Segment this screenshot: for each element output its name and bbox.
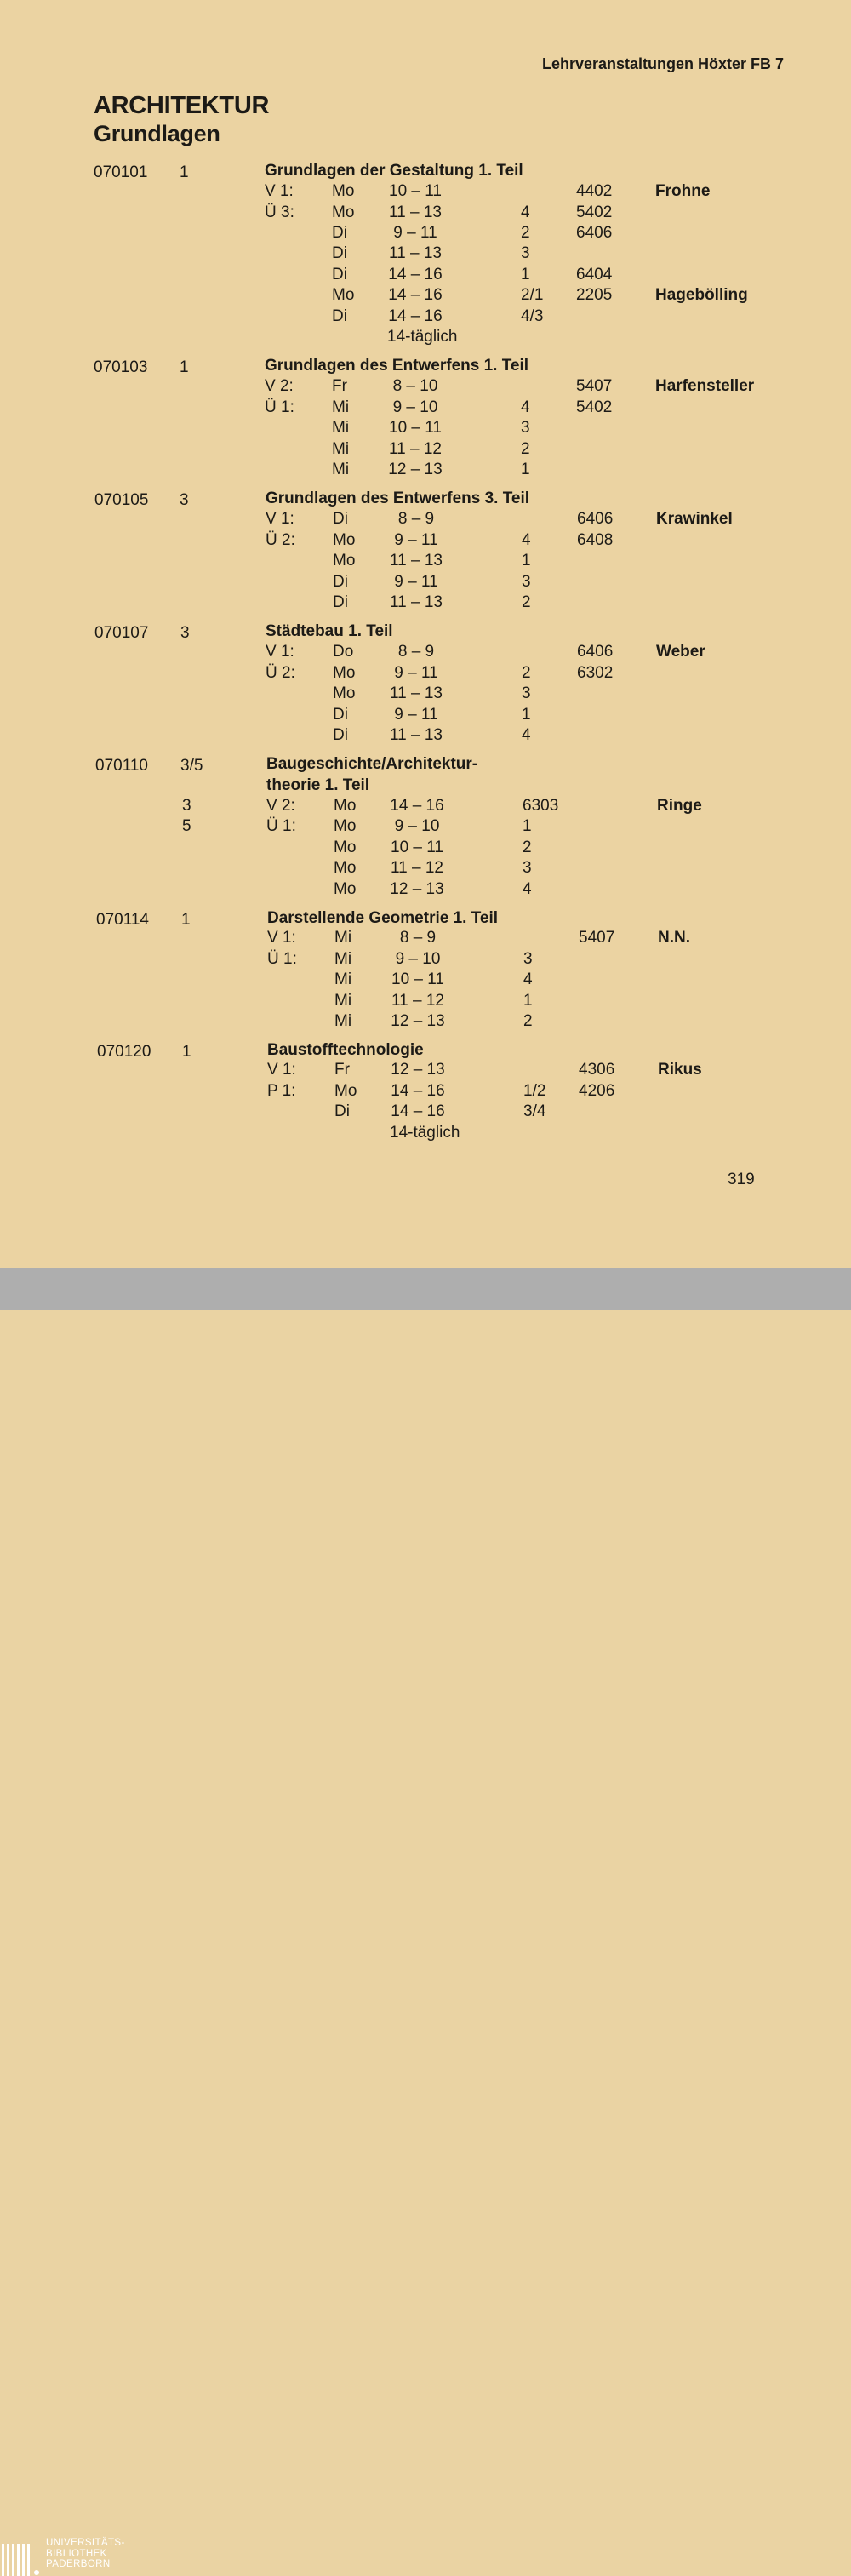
row-semester: 5 [182,817,191,835]
row-room: 4206 [579,1082,615,1100]
row-time: 9 – 10 [392,398,438,416]
row-group: 4 [521,398,530,416]
row-day: Di [332,244,347,262]
row-type: V 1: [267,1061,296,1079]
row-lecturer: Rikus [658,1061,702,1079]
row-lecturer: Krawinkel [656,510,733,528]
row-time: 8 – 9 [397,510,435,528]
row-group: 1 [521,266,530,283]
document-page [0,0,851,1268]
row-type: Ü 1: [267,950,297,968]
library-name [46,2538,125,2570]
row-group: 1 [523,992,533,1010]
row-day: Di [332,307,347,325]
page-number: 319 [728,1171,755,1188]
row-type: V 2: [266,797,295,815]
library-name-line: PADERBORN [46,2559,111,2569]
row-time: 11 – 13 [390,552,443,570]
row-day: Mo [332,203,355,221]
course-semester: 1 [180,358,189,376]
row-time: 8 – 10 [392,377,438,395]
course-number: 070101 [94,163,148,181]
row-day: Di [333,706,348,724]
row-day: Mi [332,440,350,458]
course-title: Grundlagen des Entwerfens 1. Teil [265,357,529,375]
row-room: 5402 [576,203,613,221]
course-title: Baustofftechnologie [267,1041,424,1059]
row-group: 1 [523,817,532,835]
course-semester: 3 [180,491,189,509]
row-time: 11 – 13 [389,203,442,221]
course-number: 070105 [94,491,149,509]
row-day: Mo [333,552,356,570]
course-title: Städtebau 1. Teil [266,622,393,640]
row-day: Di [333,593,348,611]
row-room: 4306 [579,1061,615,1079]
row-day: Mi [334,1012,352,1030]
row-time: 11 – 12 [391,992,444,1010]
row-group: 3/4 [523,1102,546,1120]
row-type: V 1: [265,182,294,200]
library-footer [0,1268,851,2569]
course-title: Grundlagen des Entwerfens 3. Teil [266,489,530,507]
row-time: 11 – 13 [390,684,443,702]
row-day: Mo [333,664,356,682]
row-type: Ü 1: [266,817,296,835]
row-time: 8 – 9 [397,643,435,661]
row-time: 12 – 13 [391,1012,445,1030]
row-type: V 1: [266,510,294,528]
course-semester: 1 [182,1043,191,1061]
row-room: 6406 [577,510,614,528]
row-type: Ü 2: [266,531,295,549]
row-group: 3 [522,684,531,702]
row-lecturer: Harfensteller [655,377,755,395]
course-title: Baugeschichte/Architektur- [266,755,478,773]
row-type: V 2: [265,377,294,395]
course-title: Grundlagen der Gestaltung 1. Teil [265,162,523,180]
row-day: Do [333,643,354,661]
row-group: 3 [521,419,530,437]
row-group: 2 [523,839,532,856]
row-day: Mo [334,859,357,877]
library-name-line: BIBLIOTHEK [46,2548,107,2559]
row-day: Mo [332,286,355,304]
row-day: Mi [332,461,350,478]
course-semester: 1 [181,911,191,929]
course-title: theorie 1. Teil [266,776,370,794]
course-number: 070103 [94,358,148,376]
row-group: 2 [522,593,531,611]
row-semester: 3 [182,797,191,815]
row-lecturer: Ringe [657,797,702,815]
row-group: 2 [521,440,530,458]
row-type: V 1: [267,929,296,947]
row-day: Di [333,726,348,744]
row-group: 4/3 [521,307,544,325]
row-type: Ü 2: [266,664,295,682]
library-logo-icon [2,2539,39,2576]
row-day: Mi [334,929,352,947]
row-type: P 1: [267,1082,296,1100]
row-time: 9 – 11 [394,531,438,549]
row-group: 1 [522,552,531,570]
course-number: 070114 [96,911,149,929]
row-lecturer: Hagebölling [655,286,748,304]
row-day: Di [332,224,347,242]
row-day: Mo [334,839,357,856]
row-group: 2 [522,664,531,682]
course-title: Darstellende Geometrie 1. Teil [267,909,499,927]
row-room: 4402 [576,182,613,200]
row-day: Di [332,266,347,283]
row-group: 1 [521,461,530,478]
row-group: 3 [521,244,530,262]
row-time: 9 – 11 [394,664,438,682]
row-group: 6303 [523,797,559,815]
row-day: Mo [333,531,356,549]
row-room: 2205 [576,286,613,304]
row-day: Fr [332,377,347,395]
row-room: 5407 [576,377,613,395]
row-time: 10 – 11 [389,419,442,437]
row-time: 14 – 16 [390,797,444,815]
row-time: 14 – 16 [391,1102,445,1120]
row-day: Mo [333,684,356,702]
row-day: Mo [332,182,355,200]
row-time: 11 – 13 [390,593,443,611]
row-group: 4 [521,203,530,221]
row-time: 12 – 13 [388,461,443,478]
row-type: Ü 1: [265,398,294,416]
row-group: 1 [522,706,531,724]
row-day: Mi [334,970,352,988]
row-lecturer: Frohne [655,182,711,200]
row-day: Mi [334,950,352,968]
note-text: 14-täglich [387,328,458,346]
row-group: 4 [523,970,533,988]
row-room: 5407 [579,929,615,947]
section-subtitle: Grundlagen [94,121,220,146]
row-day: Mi [332,398,350,416]
running-head: Lehrveranstaltungen Höxter FB 7 [542,55,785,72]
row-day: Mi [334,992,352,1010]
row-time: 8 – 9 [399,929,437,947]
row-time: 9 – 10 [394,817,440,835]
row-type: V 1: [266,643,294,661]
course-semester: 3 [180,624,190,642]
row-time: 9 – 11 [393,224,437,242]
row-time: 14 – 16 [388,286,443,304]
course-number: 070107 [94,624,149,642]
course-semester: 3/5 [180,757,203,775]
row-time: 10 – 11 [391,839,443,856]
row-lecturer: N.N. [658,929,690,947]
row-time: 11 – 13 [389,244,442,262]
row-time: 11 – 13 [390,726,443,744]
row-group: 2 [521,224,530,242]
course-semester: 1 [180,163,189,181]
row-group: 4 [522,531,531,549]
row-lecturer: Weber [656,643,705,661]
row-time: 14 – 16 [388,307,443,325]
row-time: 9 – 11 [394,573,438,591]
row-time: 12 – 13 [390,880,444,898]
section-title: ARCHITEKTUR [94,92,270,119]
row-group: 3 [523,950,533,968]
row-day: Mi [332,419,350,437]
row-day: Mo [334,880,357,898]
row-room: 5402 [576,398,613,416]
row-day: Mo [334,797,357,815]
row-time: 11 – 12 [389,440,442,458]
row-group: 3 [523,859,532,877]
row-group: 2/1 [521,286,544,304]
course-number: 070120 [97,1043,151,1061]
row-room: 6406 [576,224,613,242]
course-number: 070110 [95,757,148,775]
row-day: Di [333,573,348,591]
row-room: 6408 [577,531,614,549]
row-time: 14 – 16 [391,1082,445,1100]
row-group: 1/2 [523,1082,546,1100]
row-time: 10 – 11 [389,182,442,200]
row-time: 10 – 11 [391,970,444,988]
row-group: 4 [522,726,531,744]
row-time: 12 – 13 [391,1061,445,1079]
row-day: Di [333,510,348,528]
row-room: 6406 [577,643,614,661]
row-day: Fr [334,1061,350,1079]
row-day: Di [334,1102,350,1120]
row-group: 3 [522,573,531,591]
row-time: 11 – 12 [391,859,443,877]
row-group: 4 [523,880,532,898]
note-text: 14-täglich [390,1124,460,1142]
row-day: Mo [334,1082,357,1100]
row-time: 14 – 16 [388,266,443,283]
row-room: 6302 [577,664,614,682]
row-time: 9 – 10 [395,950,441,968]
row-day: Mo [334,817,357,835]
row-room: 6404 [576,266,613,283]
row-type: Ü 3: [265,203,294,221]
row-time: 9 – 11 [394,706,438,724]
row-group: 2 [523,1012,533,1030]
library-name-line: UNIVERSITÄTS- [46,2538,125,2548]
